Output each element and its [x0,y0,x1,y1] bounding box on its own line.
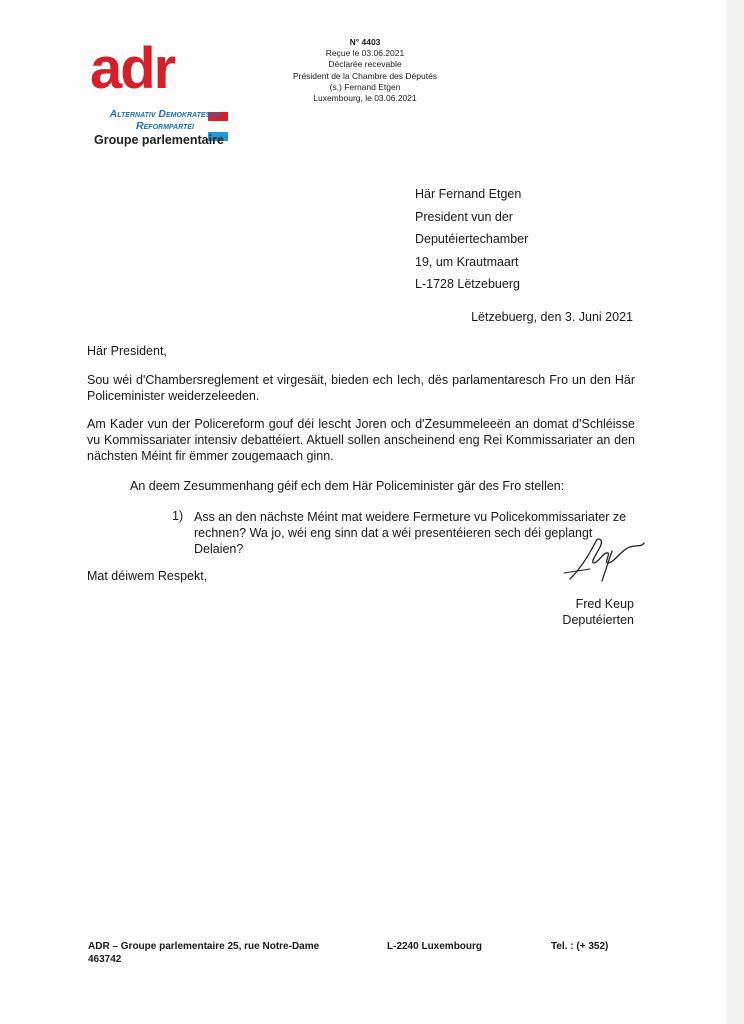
paragraph-context: Am Kader vun der Policereform gouf déi lescht Joren och d'Zesummeleeën an domat d'Schléisse vu Kommissariater intensiv debattéiert. Aktuell sollen anscheinend eng Rei Kommissariater an den nächsten Méint fir ëmmer zougemaach ginn. [87,417,635,463]
reception-stamp [270,37,460,104]
stamp-number: N° 4403 [349,37,381,47]
handwritten-signature [560,533,650,585]
footer-city: L-2240 Luxembourg [387,941,483,952]
stamp-president: Président de la Chambre des Députés [292,70,438,81]
paragraph-question-intro: An deem Zesummenhang géif ech dem Här Policeminister gär des Fro stellen: [130,479,565,493]
recipient-line: President vun der [415,209,513,224]
logo-wordmark: adr [90,36,175,101]
signatory-title: Deputéierten [562,613,634,627]
footer-phone: Tel. : (+ 352) [551,941,609,952]
paragraph-intro: Sou wéi d'Chambersreglement et virgesäit, bieden ech Iech, dës parlamentaresch Fro un den Här Policeminister weiderzeleeden. [87,373,635,403]
recipient-line: Här Fernand Etgen [415,187,522,201]
footer-address-line1: ADR – Groupe parlementaire 25, rue Notre-Dame [88,941,320,952]
stamp-declared: Déclarée recevable [328,59,402,70]
recipient-address [415,183,528,296]
signatory-name: Fred Keup [575,597,634,611]
question-number: 1) [172,509,184,523]
signatory-block [540,596,634,628]
recipient-line: Deputéiertechamber [415,232,529,246]
salutation: Här President, [87,344,167,358]
logo-party-line1: Alternativ Demokratesch [109,108,221,120]
stamp-place-date: Luxembourg, le 03.06.2021 [313,93,417,104]
closing-line: Mat déiwem Respekt, [87,569,208,583]
footer-address [88,940,319,966]
letter-date: Lëtzebuerg, den 3. Juni 2021 [471,310,633,324]
stamp-received: Reçue le 03.06.2021 [325,48,405,59]
logo-party-line2: Reformpartei [136,120,194,132]
recipient-line: L-1728 Lëtzebuerg [415,277,520,291]
question-text: Ass an den nächste Méint mat weidere Fermeture vu Policekommissariater ze rechnen? Wa jo, wéi eng sinn dat a wéi presentéieren sech déi geplangt Delaien? [194,510,627,556]
scan-margin [726,0,744,1024]
logo-group-label: Groupe parlementaire [94,133,224,147]
stamp-signed: (s.) Fernand Etgen [329,81,401,92]
footer-address-line2: 463742 [88,954,122,965]
recipient-line: 19, um Krautmaart [415,254,519,269]
